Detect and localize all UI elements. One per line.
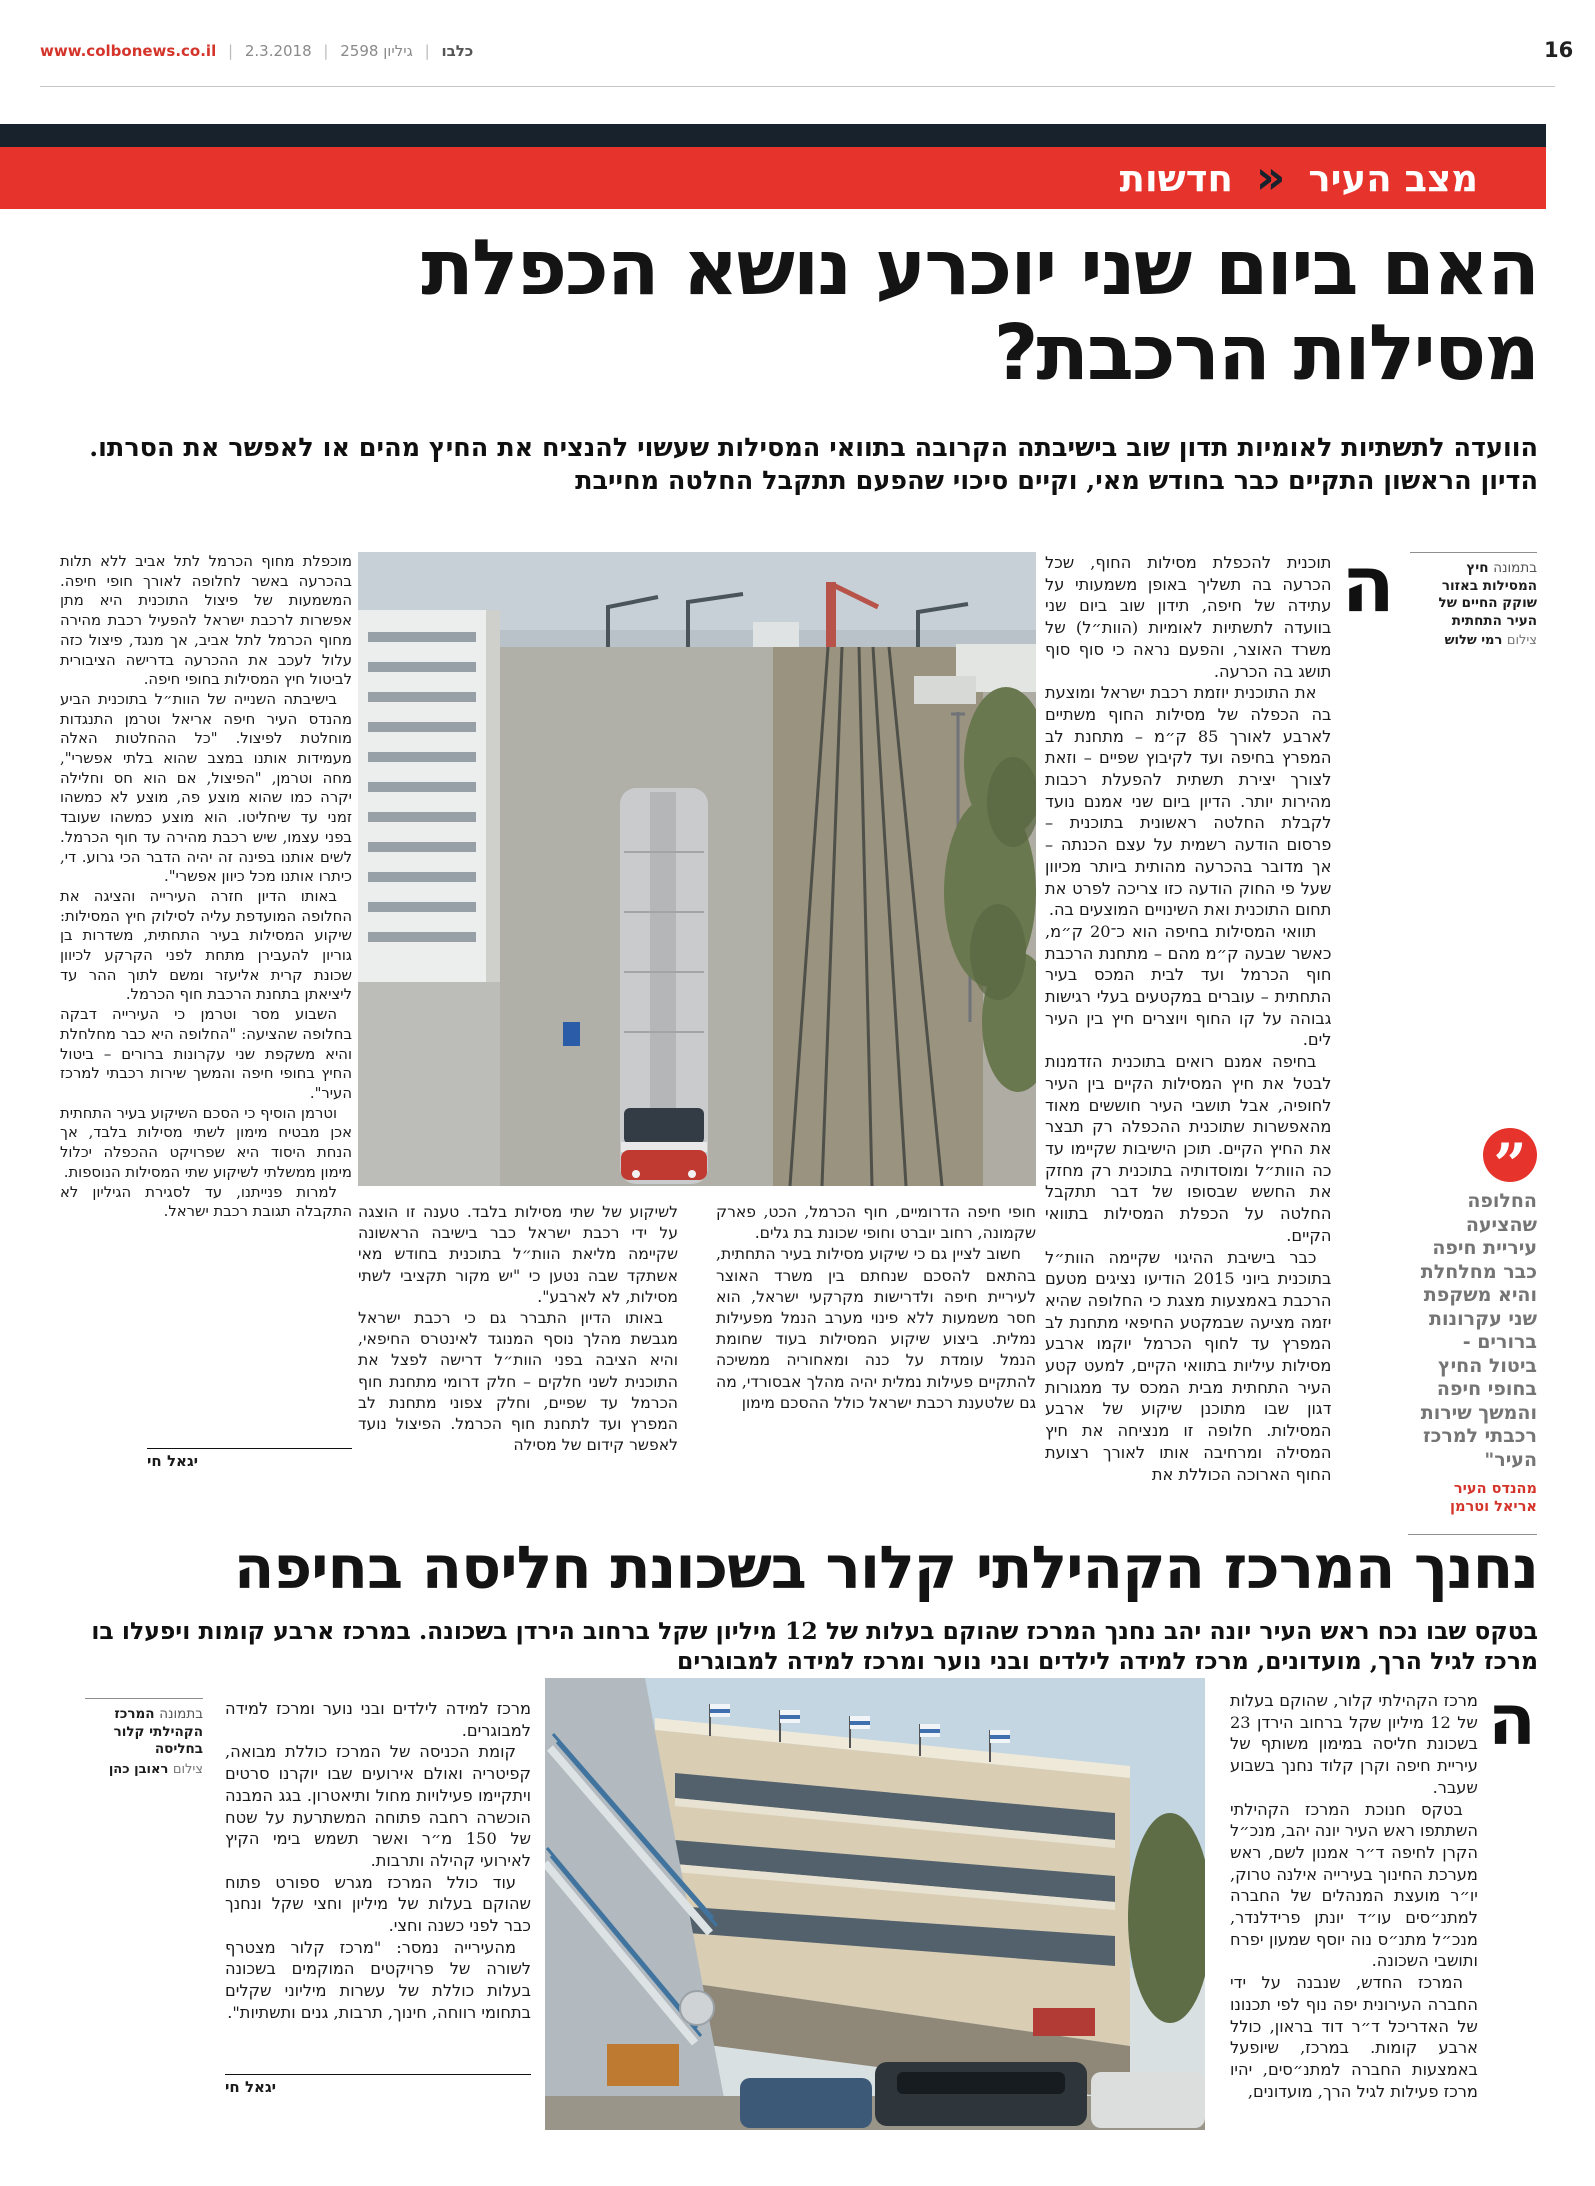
article2-column-right: ה מרכז הקהילתי קלור, שהוקם בעלות של 12 מיליון שקל ברחוב הירדן 23 בשכונת חליסה במימון משותף של עיריית חיפה וקרן קלוד נחנך בשבוע שעבר. בטקס חנוכת המרכז הקהילתי השתתפו ראש העיר יונה יהב, מנכ״ל הקרן לחיפה ד״ר אמנון לשם, ראש מערכת החינוך בעירייה אילנה טרוק, יו״ר מועצת המנהלים של החברה למתנ״סים עו״ד יונתן פרידלנדר, מנכ״ל מתנ״ס נוה יוסף שמעון יפרח ותושבי השכונה. המרכז החדש, שנבנה על ידי החברה העירונית יפה נוף לפי תכנונו של האדריכל ד״ר דוד בראון, כולל ארבע קומות. במרכז, שיופעל באמצעות החברה למתנ״סים, יהיו מרכז פעילות לגיל הרך, מועדונים, — [1230, 1678, 1536, 2101]
train-tracks-photo — [358, 552, 1036, 1186]
byline-rule — [147, 1448, 352, 1449]
community-center-photo — [545, 1678, 1205, 2130]
navy-bar — [0, 124, 1546, 147]
pull-quote-text: החלופה שהציעה עיריית חיפה כבר מחלחלת והיא משקפת שני עקרונות ברורים - ביטול החיץ בחופי חיפה והמשך שירות רכבתי למרכז העיר" — [1420, 1190, 1537, 1471]
page-number: 16 — [1544, 38, 1574, 62]
article1-headline: האם ביום שני יוכרע נושא הכפלת מסילות הרכבת? — [421, 224, 1538, 398]
article2-headline: נחנך המרכז הקהילתי קלור בשכונת חליסה בחיפה — [233, 1533, 1538, 1602]
drop-cap: ה — [1341, 539, 1395, 630]
chevron-left-icon: « — [1255, 150, 1286, 204]
issue-date: 2.3.2018 — [244, 42, 312, 60]
section-banner — [0, 147, 1546, 209]
article1-lead: הוועדה לתשתיות לאומיות תדון שוב בישיבתה הקרובה בתוואי המסילות שעשוי להנציח את החיץ מהים או לאפשר את הסרתו. הדיון הראשון התקיים כבר בחודש מאי, וקיים סיכוי שהפעם תתקבל החלטה מחייבת — [89, 433, 1538, 496]
divider: | — [424, 42, 430, 60]
section-category: חדשות — [1119, 157, 1233, 200]
article1-column-2: חופי חיפה הדרומיים, חוף הכרמל, הכט, פארק שקמונה, רחוב יוברט וחופי שכונת בת גלים. חשוב לציין גם כי שיקוע מסילות בעיר התחתית, בהתאם להסכם שנחתם בין משרד האוצר לעיריית חיפה ולדרישות מקרקעי ישראל, הוא חסר משמעות ללא פינוי מערב הנמל מפעילות נמלית. ביצוע שיקוע המסילות בעוד שחומת הנמל עומדת על כנה ומאחוריה ממשיכה להתקיים פעילות נמלית יהיה מהלך אבסורדי, מה גם שלטענת רכבת ישראל כולל ההסכם מימון — [716, 1203, 1036, 1412]
drop-cap: ה — [1487, 1678, 1536, 1761]
divider: | — [228, 42, 234, 60]
quote-icon: ” — [1483, 1128, 1537, 1182]
article2-byline: יגאל חי — [225, 2074, 531, 2096]
article1-photo-caption: בתמונה חיץ המסילות באזור שוקק החיים של העיר התחתית צילום רמי שלוש — [1410, 552, 1537, 649]
masthead-meta — [40, 42, 473, 60]
article1-column-4: מוכפלת מחוף הכרמל לתל אביב ללא תלות בהכרעה באשר לחלופה לאורך חופי חיפה. המשמעות של פיצול התוכנית היא מתן אפשרות לרכבת ישראל להפעיל רכבת מהירה מחוף הכרמל לתל אביב, אך מנגד, פיצול כזה עלול לעכב את ההכרעה בדרישה הציבורית לביטול חיץ המסילות בחופי חיפה. בישיבתה השנייה של הוות״ל בתוכנית הביע מהנדס העיר חיפה אריאל וטרמן התנגדות מוחלטת לפיצול. "כל ההחלטות האלה מעמידות אותנו במצב שהוא בלתי אפשרי", מחה וטרמן, "הפיצול, אם הוא חס וחלילה יקרה כמו שהוא מוצע פה, מוצע לא כמשהו זמני עד שיחליטו. הוא מוצע כמשהו שעובד בפני עצמו, שיש רכבת מהירה עד חוף הכרמל. לשים אותנו בפינה זה יהיה הדבר הכי גרוע. די, כיתרו אותנו מכל כיוון אפשרי". באותו הדיון חזרה העירייה והציגה את החלופה המועדפת עליה לסילוק חיץ המסילות: שיקוע המסילות בעיר התחתית, משדרות בן גוריון להעבירן מתחת לפני הקרקע לכיוון שכונת קרית אליעזר ומשם לתוך ההר עד ליציאתן בתחנת הרכבת חוף הכרמל. השבוע מסר וטרמן כי העירייה דבקה בחלופה שהציעה: "החלופה היא כבר מחלחלת והיא משקפת שני עקרונות ברורים – ביטול החיץ בחופי חיפה והמשך שירות רכבתי למרכז העיר". וטרמן הוסיף כי הסכם השיקוע בעיר התחתית אכן מבטיח מימון לשתי מסילות בלבד, אך הנחת היסוד היא שפרויקט ההכפלה יכלול מימון ממשלתי לשיקוע שתי המסילות הנוספות. למרות פנייתנו, עד לסגירת הגיליון לא התקבלה תגובת רכבת ישראל. יגאל חי — [60, 553, 352, 1470]
pull-quote-attribution: מהנדס העיר אריאל וטרמן — [1450, 1481, 1537, 1515]
community-center-illustration — [545, 1678, 1205, 2130]
article2-photo-caption: בתמונה המרכז הקהילתי קלור בחליסה צילום ראובן כהן — [85, 1698, 203, 1778]
paper-name: כלבו — [441, 42, 474, 60]
article1-column-1: ה תוכנית להכפלת מסילות החוף, שכל הכרעה בה תשליך באופן משמעותי על עתידה של חיפה, תידון שוב ביום שני בוועדה לתשתיות לאומיות (הוות״ל) של משרד האוצר, והפעם נראה כי סוף סוף תושג בה הכרעה. את התוכנית יוזמת רכבת ישראל ומוצעת בה הכפלה של מסילות החוף משתיים לארבע לאורך 85 ק״מ – מתחנת לב המפרץ בחיפה ועד לקיבוץ שפיים – וזאת לצורך יצירת תשתית להפעלת רכבות מהירות יותר. הדיון ביום שני אמנם נועד לקבלת החלטה ראשונית בתוכנית – פרסום הודעה רשמית על עצם הכנתה – אך מדובר בהכרעה מהותית ביותר מכיוון שעל פי החוק הודעה כזו צריכה לפרט את תחום התוכנית ואת השינויים המוצעים בה. תוואי המסילות בחיפה הוא כ־20 ק״מ, כאשר שבעה ק״מ מהם – מתחנת הרכבת חוף הכרמל ועד לבית המכס בעיר התחתית – עוברים במקטעים בעלי רגישות גבוהה על קו החוף ויוצרים חיץ בין העיר לים. בחיפה אמנם רואים בתוכנית הזדמנות לבטל את חיץ המסילות הקיים בין העיר לחופיה, אבל תושבי העיר חוששים מאוד מהאפשרות שתוכנית ההכפלה רק תבצר את החיץ הקיים. תוכן הישיבות שקיימו עד כה הוות״ל ומוסדותיה בתוכנית רק מחזק את החשש שבסופו של דבר תתקבל החלטה על הכפלת המסילות בתוואי הקיים. כבר בישיבת ההיגוי שקיימה הוות״ל בתוכנית ביוני 2015 הודיעו נציגים מטעם הרכבת באמצעות מצגת כי החלופה שהיא יזמה מציעה שבמקטע החיפאי מתחנת לב המפרץ עד לחוף הכרמל יוקמו ארבע מסילות עיליות בתוואי הקיים, למעט קטע העיר התחתית מבית המכס עד ממגורות דגון שבו מתוכנן שיקוע של ארבע המסילות. חלופה זו מנציחה את חיץ המסילה ומרחיבה אותו לאורך רצועת החוף הארוכה הכוללת את — [1045, 539, 1395, 1484]
article1-byline: יגאל חי — [60, 1448, 352, 1470]
article1-column-3: לשיקוע של שתי מסילות בלבד. טענה זו הוצגה על ידי רכבת ישראל כבר בישיבה הראשונה שקיימה מליאת הוות״ל בתוכנית בחודש מאי אשתקד שבה נטען כי "יש מקור תקציבי לשתי מסילות, לא לארבע". באותו הדיון התברר גם כי רכבת ישראל מגבשת מהלך נוסף המנוגד לאינטרס החיפאי, והיא הציבה בפני הוות״ל דרישה לפצל את התוכנית לשני חלקים – חלק דרומי מתחנת חוף הכרמל עד שפיים, וחלק צפוני מתחנת לב המפרץ ועד לתחנת חוף הכרמל. הפיצול נועד לאפשר קידום של מסילה — [358, 1203, 678, 1455]
issue-number: גיליון 2598 — [340, 42, 413, 60]
section-title: מצב העיר — [1308, 157, 1478, 200]
divider: | — [323, 42, 329, 60]
article2-lead: בטקס שבו נכח ראש העיר יונה יהב נחנך המרכז שהוקם בעלות של 12 מיליון שקל ברחוב הירדן בשכונה. במרכז ארבע קומות ויפעלו בו מרכז לגיל הרך, מועדונים, מרכז למידה לילדים ובני נוער ומרכז למידה למבוגרים — [91, 1617, 1538, 1675]
pull-quote — [1408, 1128, 1537, 1535]
header-rule — [40, 86, 1555, 87]
website-link[interactable]: www.colbonews.co.il — [40, 42, 217, 60]
article2-column-left: מרכז למידה לילדים ובני נוער ומרכז למידה למבוגרים. קומת הכניסה של המרכז כוללת מבואה, קפיטריה ואולם אירועים שבו יוקרנו סרטים ויתקיימו פעילויות מחול ותיאטרון. בגג המבנה הוכשרה רחבה פתוחה המשתרעת על שטח של 150 מ״ר ואשר תשמש בימי הקיץ לאירועי קהילה ותרבות. עוד כולל המרכז מגרש ספורט פתוח שהוקם בעלות של מיליון וחצי שקל ונחנך כבר לפני כשנה וחצי. מהעירייה נמסר: "מרכז קלור מצטרף לשורה של פרויקטים המוקמים בשכונה בעלות כוללת של עשרות מיליוני שקלים בתחומי רווחה, חינוך, תרבות, גנים ותשתיות". יגאל חי — [225, 1699, 531, 2096]
byline-rule — [225, 2074, 531, 2075]
train-tracks-illustration — [358, 552, 1036, 1186]
